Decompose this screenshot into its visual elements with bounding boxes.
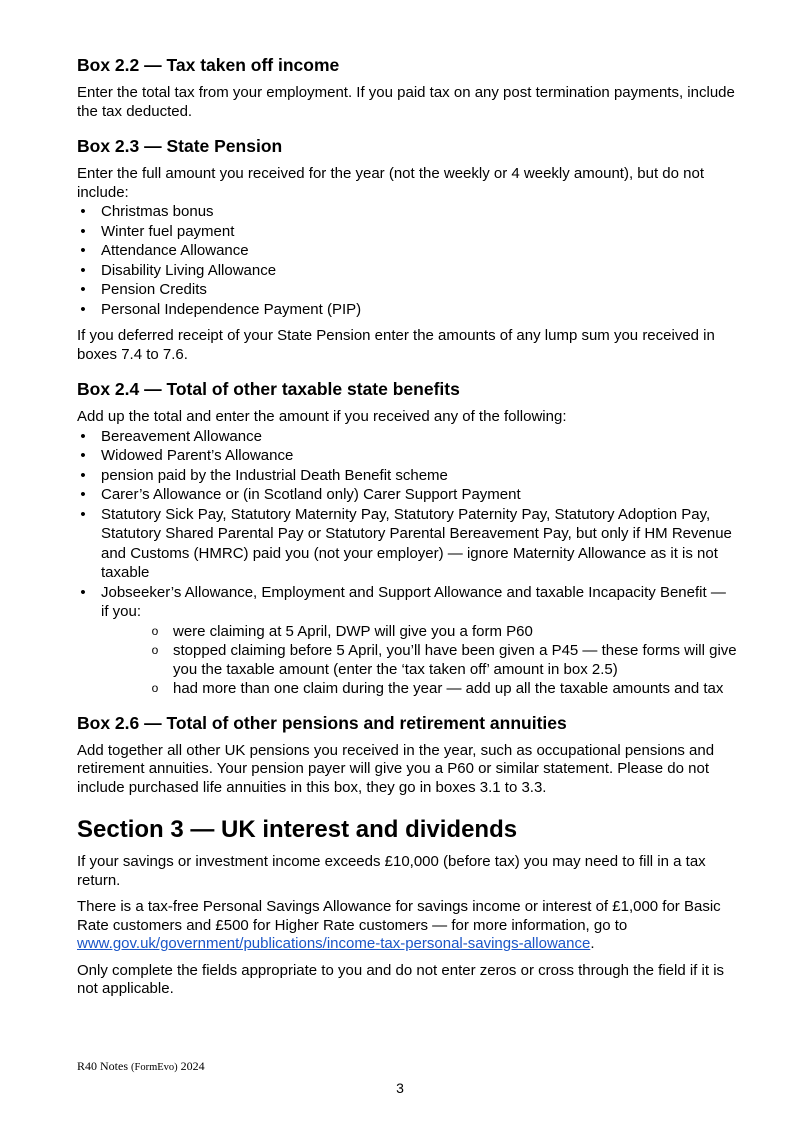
circle-bullet-icon: o (151, 623, 159, 638)
circle-bullet-icon: o (151, 642, 159, 657)
list-item: • Disability Living Allowance (77, 261, 737, 281)
list-item: • Statutory Sick Pay, Statutory Maternity Pay, Statutory Paternity Pay, Statutory Adoption Pay, Statutory Shared Parental Pay or Statutory Parental Bereavement Pay, but only if HM Revenue and Customs (HMRC) paid you (not your employer) — ignore Maternity Allowance as it is not taxable (77, 505, 737, 583)
form-year: 2024 (180, 1059, 205, 1073)
bullet-icon: • (80, 447, 86, 464)
bullet-icon: • (80, 583, 86, 601)
box-2-3-exclusions-list (77, 202, 737, 319)
list-item: • Attendance Allowance (77, 241, 737, 261)
box-2-3-intro: Enter the full amount you received for the year (not the weekly or 4 weekly amount), but do not include: (77, 165, 705, 201)
form-evo-label: (FormEvo) (131, 1062, 178, 1073)
bullet-icon: • (80, 486, 86, 503)
list-item: • Pension Credits (77, 280, 737, 300)
list-item: • pension paid by the Industrial Death Benefit scheme (77, 466, 737, 486)
box-2-4-intro: Add up the total and enter the amount if you received any of the following: (77, 408, 567, 425)
bullet-icon: • (80, 300, 86, 318)
list-item: • Personal Independence Payment (PIP) (77, 300, 737, 320)
document-page (77, 54, 737, 1007)
bullet-icon: • (80, 222, 86, 240)
circle-bullet-icon: o (151, 680, 159, 695)
box-2-3-heading: Box 2.3 — State Pension (77, 136, 283, 156)
sub-list-item: o had more than one claim during the year — add up all the taxable amounts and tax (149, 679, 737, 698)
sub-list-item: o stopped claiming before 5 April, you’ll have been given a P45 — these forms will give you the taxable amount (enter the ‘tax taken off’ amount in box 2.5) (149, 641, 737, 679)
bullet-icon: • (80, 242, 86, 259)
list-item: • Bereavement Allowance (77, 427, 737, 447)
bullet-icon: • (80, 203, 86, 220)
list-item: • Christmas bonus (77, 202, 737, 222)
box-2-6-text: Add together all other UK pensions you received in the year, such as occupational pensions and retirement annuities. Your pension payer will give you a P60 or similar statement. Please do not include purchased life annuities in this box, they go in boxes 3.1 to 3.3. (77, 741, 715, 796)
bullet-icon: • (80, 427, 86, 445)
list-item: • Winter fuel payment (77, 222, 737, 242)
box-2-4-heading: Box 2.4 — Total of other taxable state benefits (77, 379, 460, 399)
list-item: • Carer’s Allowance or (in Scotland only) Carer Support Payment (77, 485, 737, 505)
list-item: • Widowed Parent’s Allowance (77, 446, 737, 466)
jobseeker-sublist (101, 622, 737, 698)
bullet-icon: • (80, 466, 86, 484)
box-2-3-outro: If you deferred receipt of your State Pension enter the amounts of any lump sum you received in boxes 7.4 to 7.6. (77, 327, 715, 363)
box-2-2-text: Enter the total tax from your employment. If you paid tax on any post termination payments, include the tax deducted. (77, 84, 735, 120)
section-3-paragraph-1: If your savings or investment income exceeds £10,000 (before tax) you may need to fill in a tax return. (77, 853, 706, 889)
box-2-2-heading: Box 2.2 — Tax taken off income (77, 55, 340, 75)
sub-list-item: o were claiming at 5 April, DWP will give you a form P60 (149, 622, 737, 641)
box-2-6-heading: Box 2.6 — Total of other pensions and retirement annuities (77, 712, 567, 733)
list-item: • Jobseeker’s Allowance, Employment and Support Allowance and taxable Incapacity Benefit — if you: o were claiming at 5 April, DWP will give you a form P60 o stopped claiming before 5 April, you’ll have been given a P45 — these forms will give you the taxable amount (enter the ‘tax taken off’ amount in box 2.5) o had more than one claim during the year — add up all the taxable amounts and tax (77, 583, 737, 698)
personal-savings-allowance-link[interactable]: www.gov.uk/government/publications/income-tax-personal-savings-allowance (77, 935, 591, 952)
section-3-heading: Section 3 — UK interest and dividends (77, 816, 518, 843)
bullet-icon: • (80, 261, 86, 279)
form-name: R40 Notes (77, 1059, 128, 1073)
bullet-icon: • (80, 505, 86, 523)
page-number: 3 (396, 1080, 404, 1096)
box-2-4-benefits-list (77, 427, 737, 698)
section-3-paragraph-2: There is a tax-free Personal Savings Allowance for savings income or interest of £1,000 for Basic Rate customers and £500 for Higher Rate customers — for more information, go to www.gov.uk/government/publications/income-tax-personal-savings-allowance. (77, 898, 721, 952)
bullet-icon: • (80, 281, 86, 298)
section-3-paragraph-3: Only complete the fields appropriate to you and do not enter zeros or cross through the field if it is not applicable. (77, 961, 725, 997)
page-footer (77, 1059, 205, 1074)
